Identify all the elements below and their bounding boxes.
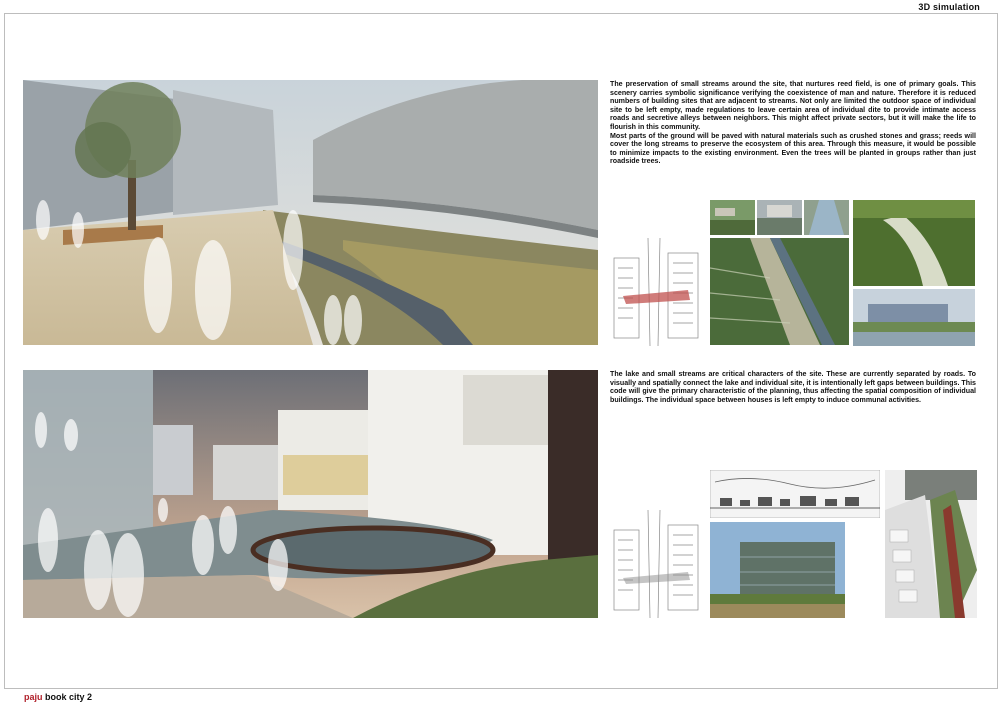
description-lake: The lake and small streams are critical characters of the site. These are currently separated by roads. To visually and spatially connect the lake and individual site, it is intentionally left gaps between buildings. This code will give the primary characteristic of the planning, thus affecting the spatial composition of individual buildings. The individual space between houses is left empty to induce communal activities.: [610, 370, 976, 404]
photo-green-roof: [710, 200, 755, 235]
site-plan-diagram-top: [608, 238, 704, 346]
footer-brand: [24, 692, 92, 702]
render-lake-courtyard: [23, 370, 598, 618]
photo-waterside-building: [853, 289, 975, 346]
photo-channel: [804, 200, 849, 235]
photo-glass-housing: [710, 522, 845, 618]
model-aerial-view: [885, 470, 977, 618]
page-title: 3D simulation: [918, 2, 980, 12]
render-stream-walkway: [23, 80, 598, 345]
footer-brand-accent: paju: [24, 692, 43, 702]
photo-reed-stream-aerial: [710, 238, 849, 345]
photo-courtyard: [757, 200, 802, 235]
description-streams: The preservation of small streams around the site, that nurtures reed field, is one of primary goals. This scenery carries symbolic significance verifying the coexistence of man and nature. Therefore it is reduced numbers of building sites that are adjacent to streams. Not only are limited the outdoor space of individual site to be left empty, made regulations to leave certain area of individual dite to provide intimate access roads and secretive alleys between neighbors. This might affect private sectors, but it will make the life to flourish in this community. Most parts of the ground will be paved with natural materials such as crushed stones and grass; reeds will cover the long streams to preserve the ecosystem of this area. Through this measure, it would be possible to minimize impacts to the existing environment. Even the trees will be planted in groups rather than just roadside trees.: [610, 80, 976, 166]
site-plan-diagram-bottom: [608, 510, 704, 618]
photo-natural-stream: [853, 200, 975, 286]
footer-brand-rest: book city 2: [42, 692, 93, 702]
section-drawing-strip: [710, 470, 880, 518]
